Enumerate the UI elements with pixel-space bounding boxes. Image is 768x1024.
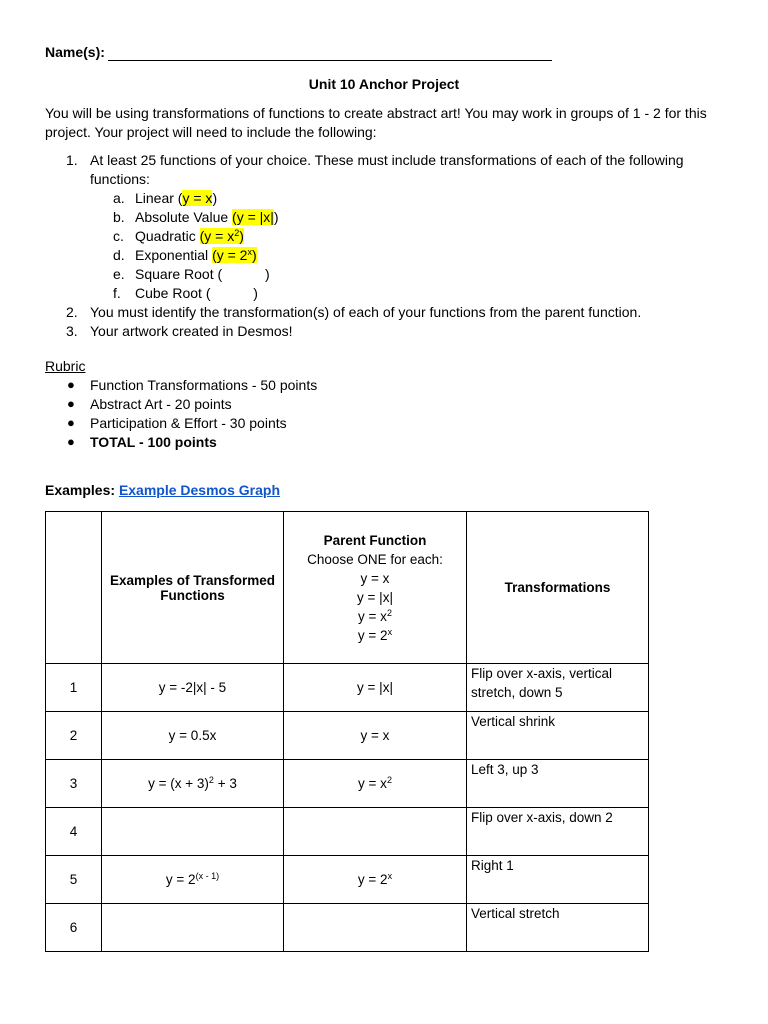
requirement-number: 2. [66,304,78,320]
example-function-cell [102,856,284,904]
example-function: 2 [208,775,214,785]
example-function: (x - 1) [195,871,220,881]
requirement-number: 3. [66,323,78,339]
function-name: Cube Root ( [135,285,211,301]
formula-text: x [247,247,252,257]
function-sublist-item [90,284,725,303]
rubric-item-text: Function Transformations - 50 points [90,377,318,393]
example-function: y = 0.5x [168,728,217,743]
function-sublist-item [90,227,725,246]
row-number: 6 [46,904,102,952]
formula-text: ) [251,247,257,263]
example-function: y = -2|x| - 5 [158,680,227,695]
function-name: Linear ( [135,190,183,206]
formula-text [210,285,253,301]
transformation-cell: Right 1 [467,856,649,904]
examples-label: Examples: [45,482,116,498]
closing-paren: ) [264,266,270,282]
function-sublist-item [90,265,725,284]
formula-text: x [387,626,393,637]
requirement-text: You must identify the transformation(s) of each of your functions from the parent function. [90,304,642,320]
example-function-cell[interactable] [102,904,284,952]
rubric-item [45,376,685,395]
parent-function: y = |x| [357,680,393,695]
rubric-heading: Rubric [45,358,86,374]
formula-text: 2 [234,228,240,238]
page-title: Unit 10 Anchor Project [308,76,460,92]
sublist-letter: b. [113,209,125,225]
name-label: Name(s): [45,44,105,60]
rubric-item [45,395,685,414]
parent-function-title: Parent Function [323,532,427,548]
table-row [46,712,649,760]
formula-text: y = x [182,190,213,206]
closing-paren: ) [273,209,279,225]
formula-text: y = 2 [357,627,388,643]
function-sublist-item [90,208,725,227]
sublist-letter: a. [113,190,125,206]
rubric-item-text: TOTAL - 100 points [90,434,217,450]
requirement-text: At least 25 functions of your choice. These must include transformations of each of the following functions: [90,152,684,187]
row-number: 5 [46,856,102,904]
formula-text: y = x [358,608,387,624]
function-sublist-item [90,189,725,208]
table-row [46,808,649,856]
example-desmos-graph-link[interactable]: Example Desmos Graph [118,482,280,498]
row-number: 4 [46,808,102,856]
parent-function-cell [284,664,467,712]
parent-function-option [288,588,462,607]
function-name: Exponential [135,247,213,263]
formula-text: (y = 2 [212,247,248,263]
parent-function-cell [284,712,467,760]
bullet-icon: ● [67,377,75,392]
parent-function-option [288,569,462,588]
example-function: y = 2 [165,872,196,887]
formula-text: y = |x| [357,589,393,605]
sublist-letter: e. [113,266,125,282]
rubric-item [45,414,685,433]
highlighted-formula [232,209,274,225]
intro-paragraph: You will be using transformations of functions to create abstract art! You may work in groups of 1 - 2 for this project. Your project will need to include the following: [45,105,707,140]
examples-row [45,482,280,498]
requirements-list [45,151,725,341]
row-number: 2 [46,712,102,760]
row-number: 1 [46,664,102,712]
function-name: Quadratic [135,228,200,244]
formula-blank [210,285,253,301]
formula-text: 2 [386,607,392,618]
name-blank-line[interactable] [108,60,552,61]
example-function-cell [102,712,284,760]
parent-function-cell [284,856,467,904]
table-row [46,760,649,808]
parent-function-option [288,626,462,645]
parent-function-options [288,569,462,645]
requirement-item [45,303,725,322]
parent-function: y = x [360,728,390,743]
example-function: y = (x + 3) [148,776,209,791]
header-parent-function [284,512,467,664]
requirement-number: 1. [66,152,78,168]
example-function-cell [102,760,284,808]
requirement-item [45,322,725,341]
formula-text [222,266,265,282]
table-header-row [46,512,649,664]
highlighted-formula [182,190,212,206]
header-number-cell [46,512,102,664]
sublist-letter: c. [113,228,124,244]
parent-function: y = x [358,776,387,791]
rubric-list [45,376,685,452]
parent-function-cell[interactable] [284,904,467,952]
table-row [46,856,649,904]
function-sublist-item [90,246,725,265]
transformations-table [45,511,649,952]
bullet-icon: ● [67,415,75,430]
parent-function-cell[interactable] [284,808,467,856]
bullet-icon: ● [67,434,75,449]
parent-function-subtitle: Choose ONE for each: [307,551,443,567]
header-examples: Examples of Transformed Functions [102,512,284,664]
sublist-letter: d. [113,247,125,263]
formula-blank [222,266,265,282]
closing-paren: ) [253,285,258,301]
parent-function: 2 [386,775,392,785]
row-number: 3 [46,760,102,808]
example-function-cell[interactable] [102,808,284,856]
transformation-cell: Left 3, up 3 [467,760,649,808]
table-row [46,904,649,952]
parent-function-option [288,607,462,626]
transformation-cell: Vertical shrink [467,712,649,760]
example-function: + 3 [213,776,237,791]
formula-text: (y = |x| [232,209,274,225]
function-name: Absolute Value [135,209,233,225]
formula-text: (y = x [199,228,235,244]
parent-function: x [387,871,393,881]
requirement-text: Your artwork created in Desmos! [90,323,293,339]
parent-function: y = 2 [357,872,388,887]
parent-function-cell [284,760,467,808]
closing-paren: ) [212,190,218,206]
rubric-item-text: Participation & Effort - 30 points [90,415,287,431]
transformation-cell: Vertical stretch [467,904,649,952]
function-name: Square Root ( [135,266,223,282]
example-function-cell [102,664,284,712]
highlighted-formula [212,247,257,263]
function-sublist [90,189,725,303]
transformation-cell: Flip over x-axis, vertical stretch, down 5 [467,664,649,712]
highlighted-formula [200,228,244,244]
requirement-item [45,151,725,303]
sublist-letter: f. [113,285,121,301]
formula-text: y = x [360,570,390,586]
rubric-item-text: Abstract Art - 20 points [90,396,232,412]
formula-text: ) [239,228,244,244]
bullet-icon: ● [67,396,75,411]
header-transformations: Transformations [467,512,649,664]
transformation-cell: Flip over x-axis, down 2 [467,808,649,856]
rubric-total [45,433,685,452]
table-row [46,664,649,712]
